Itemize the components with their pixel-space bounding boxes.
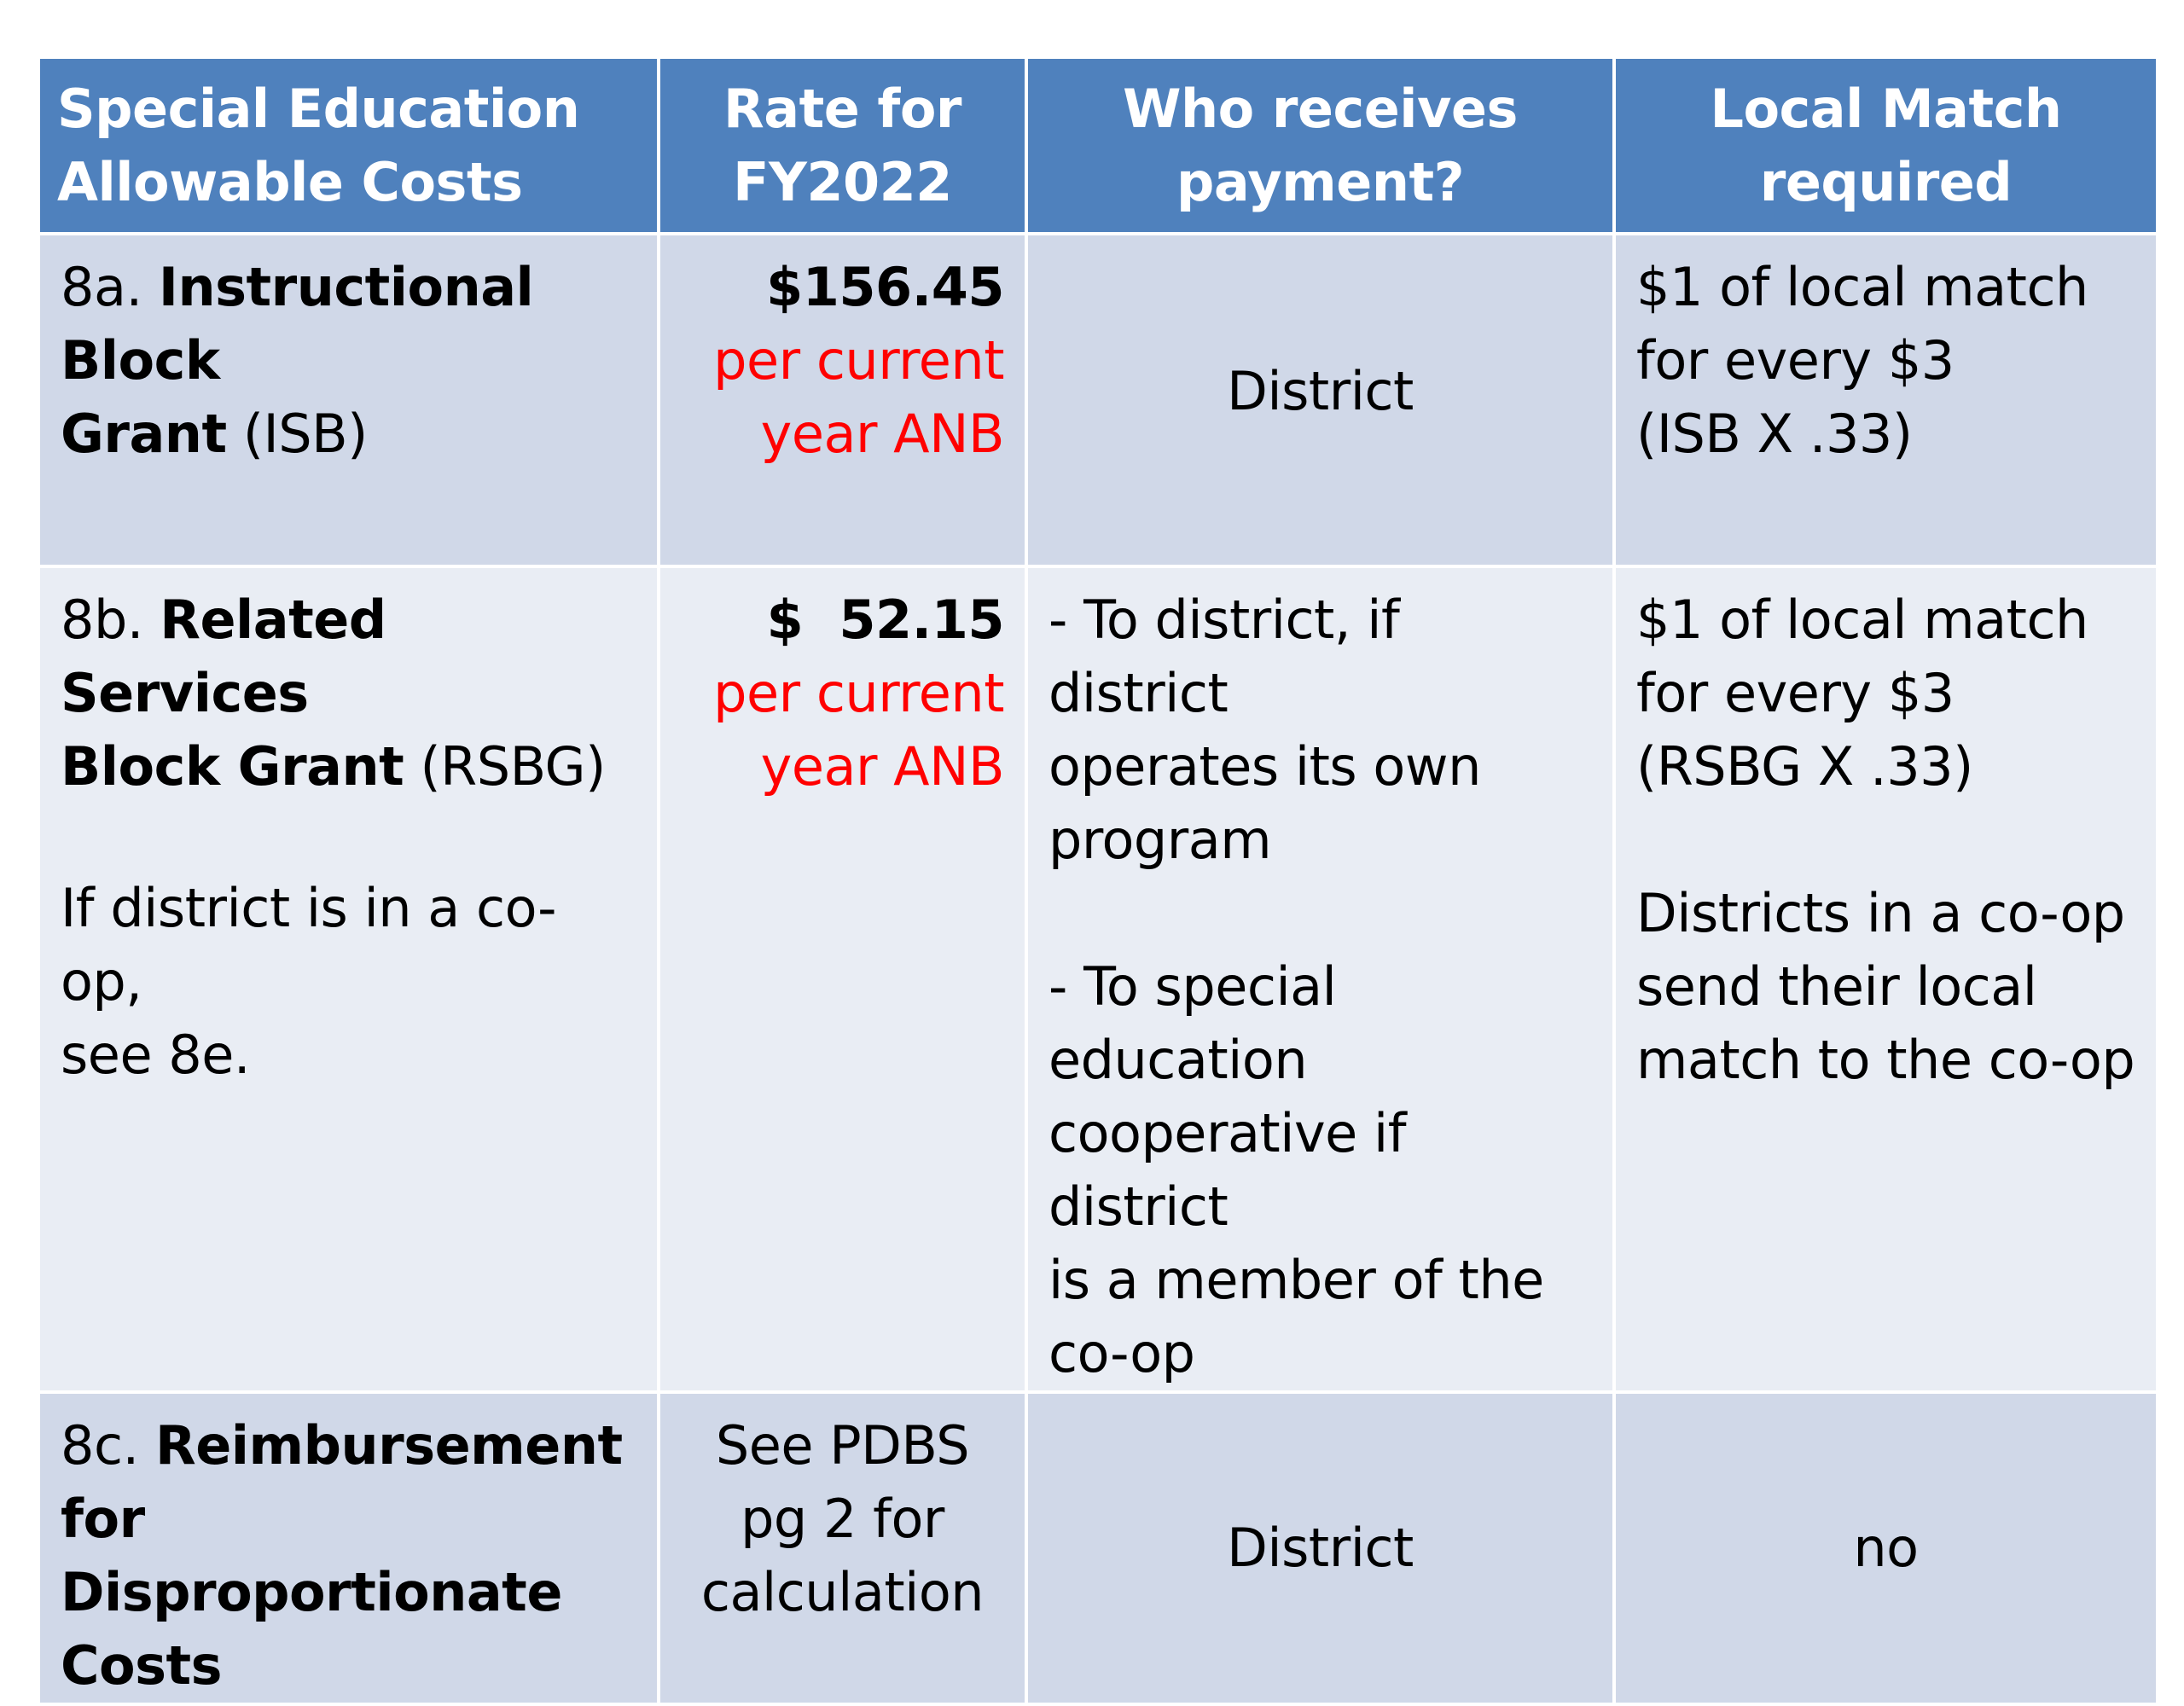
cell-8a-rate (659, 234, 1026, 566)
table-row-8c (38, 1392, 2158, 1704)
cell-8a-cost (38, 234, 659, 566)
match-text: no (1853, 1517, 1919, 1579)
row-note: see 8e. (61, 1024, 251, 1086)
recipient-text: - To district, if district (1048, 589, 1400, 724)
match-text: $1 of local match (1636, 589, 2088, 651)
recipient-text: - To special education (1048, 955, 1337, 1091)
row-title: Disproportionate Costs (61, 1561, 562, 1697)
row-title: Reimbursement for (61, 1414, 623, 1550)
row-abbr: (ISB) (242, 403, 368, 465)
row-title: Grant (61, 403, 227, 465)
cell-8c-recipient (1026, 1392, 1614, 1704)
match-text: (RSBG X .33) (1636, 735, 1973, 798)
rate-text: calculation (700, 1561, 985, 1623)
table-row-8a (38, 234, 2158, 566)
cell-8c-match (1614, 1392, 2158, 1704)
row-abbr: (RSBG) (420, 735, 606, 798)
cell-8c-rate (659, 1392, 1026, 1704)
match-text: for every $3 (1636, 662, 1955, 724)
match-text: (ISB X .33) (1636, 403, 1913, 465)
rate-unit: per current (713, 329, 1004, 392)
recipient-text: operates its own (1048, 735, 1481, 798)
rate-unit: per current (713, 662, 1004, 724)
cell-8c-cost (38, 1392, 659, 1704)
row-code: 8c. (61, 1414, 139, 1477)
rate-amount: $156.45 (766, 256, 1004, 318)
cell-8a-match (1614, 234, 2158, 566)
header-allowable-costs: Special Education Allowable Costs (38, 57, 659, 234)
row-note: If district is in a co-op, (61, 877, 557, 1013)
header-rate: Rate for FY2022 (659, 57, 1026, 234)
match-text: Districts in a co-op (1636, 882, 2125, 944)
row-code: 8b. (61, 589, 144, 651)
match-text: $1 of local match (1636, 256, 2088, 318)
recipient-text: co-op (1048, 1322, 1195, 1384)
rate-unit: year ANB (760, 735, 1004, 798)
header-row (38, 57, 2158, 234)
row-code: 8a. (61, 256, 142, 318)
row-title: Block Grant (61, 735, 404, 798)
table-row-8b (38, 566, 2158, 1392)
header-local-match: Local Match required (1614, 57, 2158, 234)
header-recipient: Who receives payment? (1026, 57, 1614, 234)
cell-8b-match (1614, 566, 2158, 1392)
cell-8b-rate (659, 566, 1026, 1392)
rate-unit: year ANB (760, 403, 1004, 465)
allowable-costs-table (37, 55, 2159, 1706)
rate-text: See PDBS (715, 1414, 970, 1477)
recipient-text: District (1227, 1517, 1414, 1579)
cell-8b-cost (38, 566, 659, 1392)
recipient-text: is a member of the (1048, 1249, 1544, 1311)
match-text: match to the co-op (1636, 1029, 2135, 1091)
row-title: Instructional Block (61, 256, 534, 392)
recipient-text: cooperative if district (1048, 1102, 1407, 1238)
recipient-text: District (1227, 360, 1414, 422)
recipient-text: program (1048, 809, 1272, 871)
cell-8a-recipient (1026, 234, 1614, 566)
rate-text: pg 2 for (741, 1488, 944, 1550)
rate-amount: $ 52.15 (766, 589, 1004, 651)
match-text: for every $3 (1636, 329, 1955, 392)
cell-8b-recipient (1026, 566, 1614, 1392)
match-text: send their local (1636, 955, 2037, 1018)
row-title: Related Services (61, 589, 386, 724)
